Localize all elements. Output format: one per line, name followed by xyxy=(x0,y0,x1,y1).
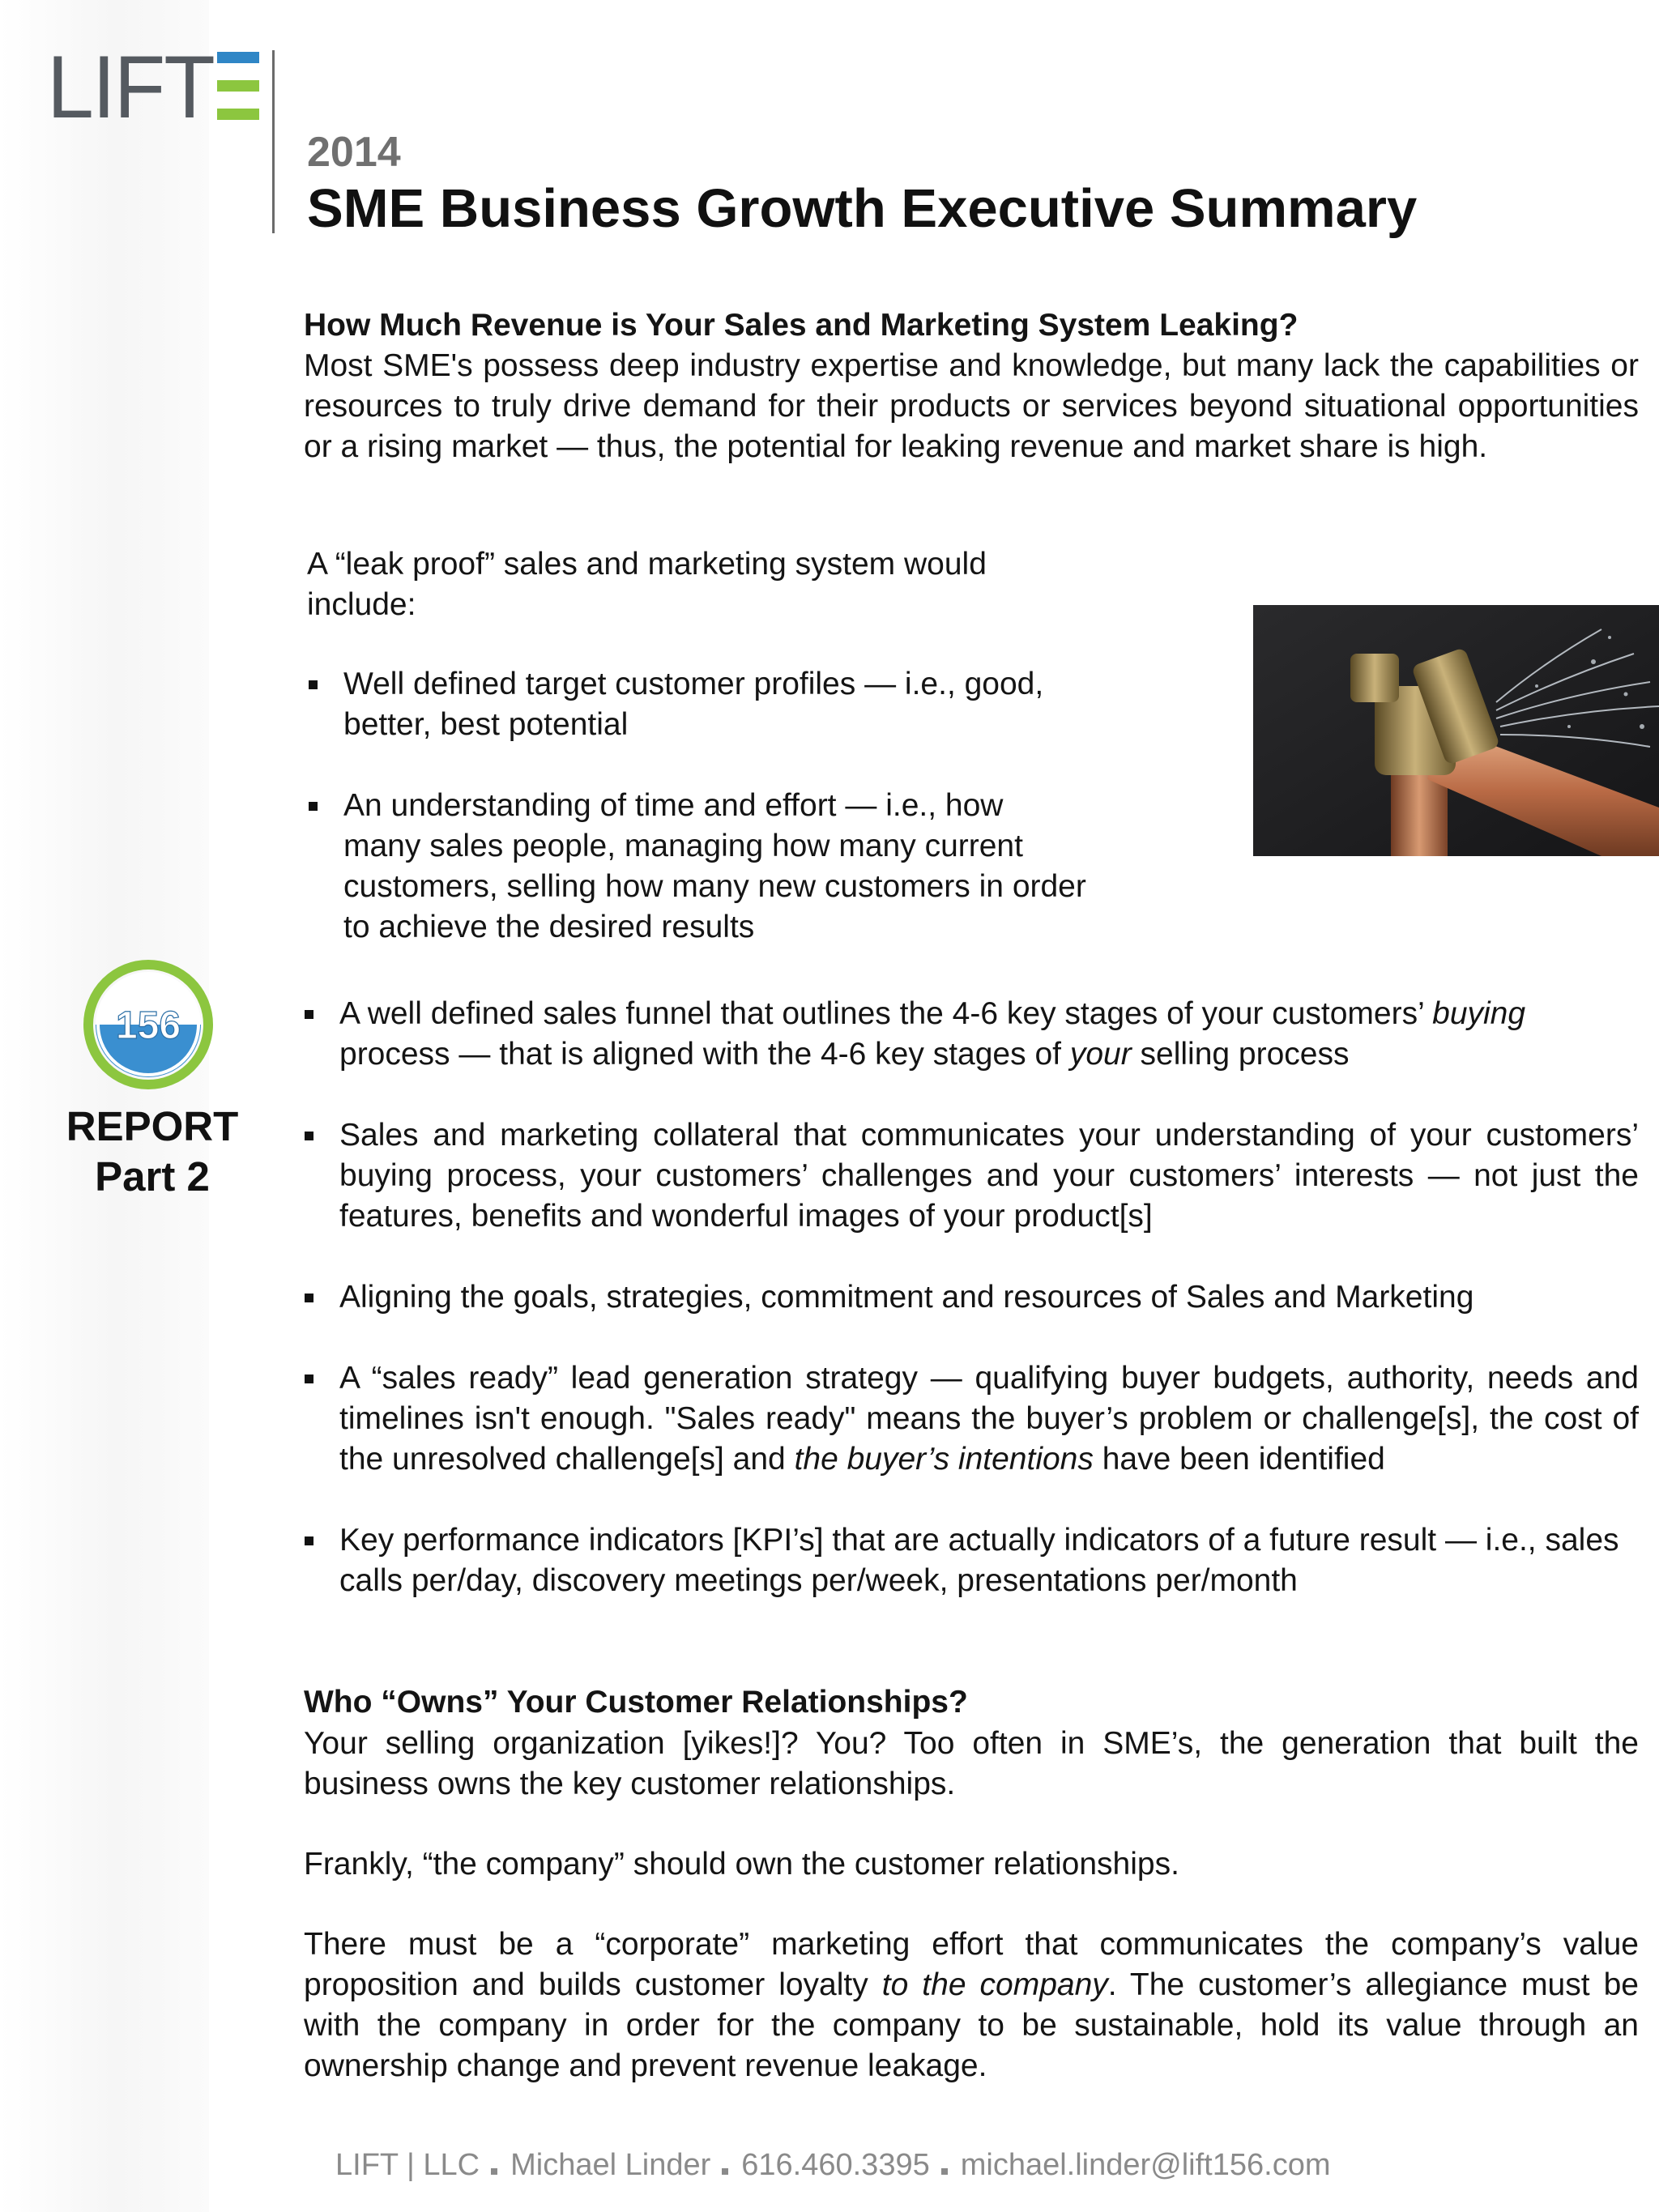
ownership-paragraph-2: Frankly, “the company” should own the customer relationships. xyxy=(304,1847,1179,1882)
report-year: 2014 xyxy=(307,129,401,176)
bullet-list-wide xyxy=(300,994,1639,1601)
list-item: An understanding of time and effort — i.e., how many sales people, managing how many current customers, selling how many new customers in order to achieve the desired results xyxy=(304,786,1089,948)
leak-proof-intro: A “leak proof” sales and marketing system would include: xyxy=(307,547,987,622)
logo-text: LIFT xyxy=(47,38,214,138)
section-heading-ownership: Who “Owns” Your Customer Relationships? xyxy=(304,1685,968,1720)
footer-phone: 616.460.3395 xyxy=(741,2148,930,2182)
separator-dot-icon xyxy=(491,2168,497,2175)
badge-number: 156 xyxy=(115,1004,181,1047)
section-heading-revenue: How Much Revenue is Your Sales and Marketing System Leaking? xyxy=(304,308,1299,343)
footer-name: Michael Linder xyxy=(510,2148,711,2182)
list-item: Well defined target customer profiles — i.e., good, better, best potential xyxy=(304,664,1130,745)
header-divider xyxy=(272,50,275,233)
bullet-square-icon xyxy=(305,1536,313,1545)
footer-company: LIFT | LLC xyxy=(335,2148,480,2182)
logo-bar-green xyxy=(217,80,259,92)
list-item: Aligning the goals, strategies, commitment and resources of Sales and Marketing xyxy=(300,1277,1639,1318)
list-item: A well defined sales funnel that outlines the 4-6 key stages of your customers’ buying process — that is aligned with the 4-6 key stages of your selling process xyxy=(300,994,1639,1075)
bullet-square-icon xyxy=(305,1132,313,1140)
bullet-list-narrow xyxy=(304,664,1130,948)
bullet-square-icon xyxy=(305,1294,313,1302)
bullet-square-icon xyxy=(309,802,318,811)
ownership-paragraph-1: Your selling organization [yikes!]? You? Too often in SME’s, the generation that built the business owns the key customer relationships. xyxy=(304,1726,1639,1801)
logo-bars-icon xyxy=(217,52,259,120)
separator-dot-icon xyxy=(941,2168,948,2175)
list-item: Key performance indicators [KPI’s] that are actually indicators of a future result — i.e., sales calls per/day, discovery meetings per/week, presentations per/month xyxy=(300,1520,1639,1601)
logo-bar-green xyxy=(217,109,259,120)
leaking-pipe-photo xyxy=(1253,605,1659,856)
footer-email[interactable]: michael.linder@lift156.com xyxy=(960,2148,1331,2182)
list-item: A “sales ready” lead generation strategy — qualifying buyer budgets, authority, needs and timelines isn't enough. "Sales ready" means the buyer’s problem or challenge[s], the cost of the unresolved challenge[s] and the buyer’s intentions have been identified xyxy=(300,1358,1639,1480)
ownership-paragraph-3: There must be a “corporate” marketing effort that communicates the company’s value proposition and builds customer loyalty to the company. The customer’s allegiance must be with the company in order for the company to be sustainable, hold its value through an ownership change and prevent revenue leakage. xyxy=(304,1927,1639,2083)
page-title: SME Business Growth Executive Summary xyxy=(307,178,1418,239)
footer-contact xyxy=(335,2145,1330,2185)
report-label: REPORT Part 2 xyxy=(66,1103,239,1200)
bullet-square-icon xyxy=(305,1010,313,1019)
intro-paragraph: Most SME's possess deep industry expertise and knowledge, but many lack the capabilities or resources to truly drive demand for their products or services beyond situational opportunities or a rising market — thus, the potential for leaking revenue and market share is high. xyxy=(304,348,1639,464)
lift-logo xyxy=(47,38,259,138)
separator-dot-icon xyxy=(722,2168,728,2175)
list-item: Sales and marketing collateral that communicates your understanding of your customers’ buying process, your customers’ challenges and your customers’ interests — not just the features, benefits and wonderful images of your product[s] xyxy=(300,1115,1639,1237)
bullet-square-icon xyxy=(305,1375,313,1383)
logo-bar-blue xyxy=(217,52,259,63)
badge-156 xyxy=(83,959,214,1090)
bullet-square-icon xyxy=(309,680,318,689)
